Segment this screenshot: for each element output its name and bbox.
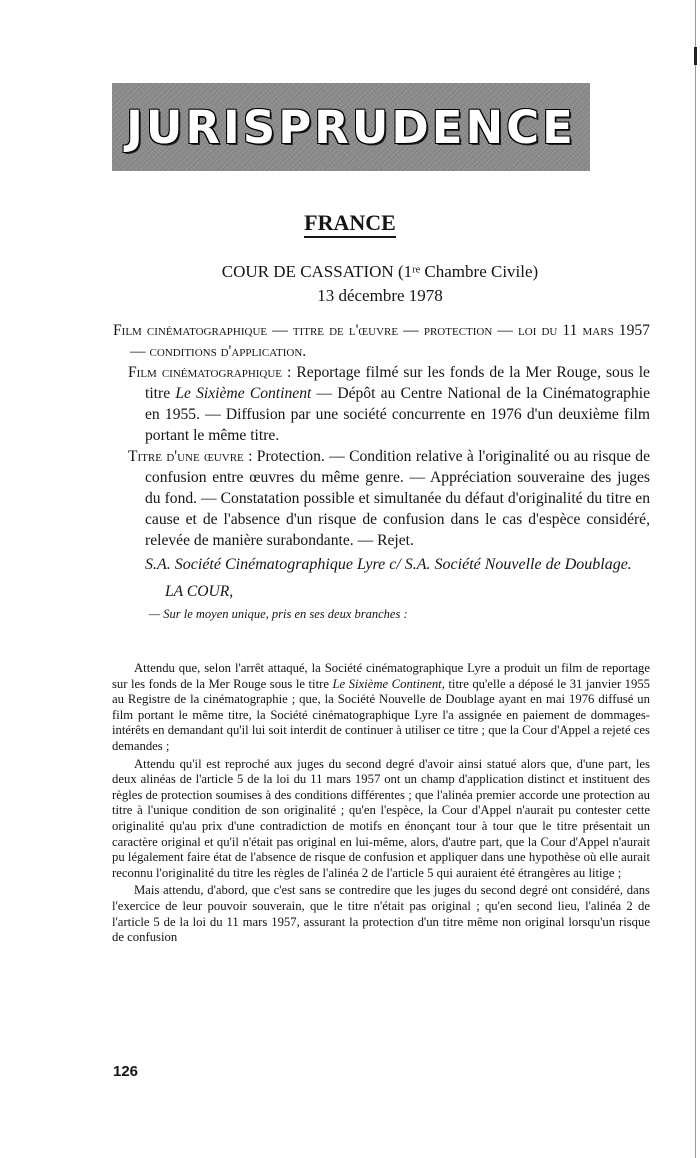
film-title: Le Sixième Continent, <box>332 676 445 691</box>
keyword-rest: — titre de l'œuvre — protection — loi du 11 mars 1957 — conditions d'application. <box>130 322 650 360</box>
page-edge-line <box>695 0 696 1158</box>
page-number: 126 <box>113 1063 139 1080</box>
summary-entry-title <box>113 446 650 551</box>
entry-text: : Reportage filmé sur les fonds de la Mer Rouge, sous le titre <box>145 364 650 402</box>
section-title: JURISPRUDENCE <box>126 100 576 154</box>
film-title: Le Sixième Continent <box>175 385 312 402</box>
keyword: Film cinématographique <box>128 364 283 381</box>
case-summary <box>113 320 650 625</box>
summary-entry-film <box>113 362 650 446</box>
paragraph: Attendu qu'il est reproché aux juges du second degré d'avoir ainsi statué alors que, d'une part, les deux alinéas de l'article 5 de la loi du 11 mars 1957 ont un champ d'application distinct et instituent des règles de protection soumises à des conditions différentes ; que l'alinéa premier accorde une protection au titre à l'unique condition de son originalité ; qu'en l'espèce, la Cour d'Appel n'aurait pu contester cette originalité qu'au prix d'une contradiction de motifs en énonçant tour à tour que le titre présentait un caractère original et qu'il n'était pas original en lui-même, alors, d'autre part, que la Cour d'Appel n'aurait pu légalement faire état de l'absence de risque de confusion et appliquer dans une hypothèse où elle aurait reconnu l'originalité du titre les règles de l'alinéa 2 de l'article 5 qui auraient été étrangères au litige ; <box>112 756 650 880</box>
country-label: FRANCE <box>304 210 396 238</box>
court-name: COUR DE CASSATION (1ʳᵉ Chambre Civile) <box>221 262 539 281</box>
moyen-heading: — Sur le moyen unique, pris en ses deux branches : <box>149 607 408 621</box>
decision-date: 13 décembre 1978 <box>317 286 443 305</box>
summary-entry-main <box>113 320 650 362</box>
paragraph <box>112 661 650 755</box>
case-parties: S.A. Société Cinématographique Lyre c/ S.A. Société Nouvelle de Doublage. <box>145 556 632 573</box>
paragraph-text: Attendu que, selon l'arrêt attaqué, la Société cinématographique Lyre a produit un film de reportage sur les fonds de la Mer Rouge sous le titre <box>112 661 650 691</box>
decision-body <box>112 661 650 948</box>
country-heading <box>0 210 700 236</box>
keyword: Film cinématographique <box>113 322 268 339</box>
page-edge-mark <box>694 47 697 65</box>
header-banner <box>112 83 590 171</box>
paragraph: Mais attendu, d'abord, que c'est sans se contredire que les juges du second degré ont considéré, dans l'exercice de leur pouvoir souverain, que le titre n'était pas original ; qu'en second lieu, l'alinéa 2 de l'article 5 de la loi du 11 mars 1957, assurant la protection d'un titre même non original lorsqu'un risque de confusion <box>112 883 650 945</box>
entry-text: : Protection. — Condition relative à l'originalité ou au risque de confusion entre œuvres du même genre. — Appréciation souveraine des juges du fond. — Constatation possible et simultanée du défaut d'originalité du titre en cause et de l'absence d'un risque de confusion dans le cas d'espèce considéré, relevée de manière surabondante. — Rejet. <box>145 448 650 549</box>
paragraph-text: titre qu'elle a déposé le 31 janvier 1955 au Registre de la cinématographie ; que, la Société Nouvelle de Doublage ayant en mai 1976 diffusé un film portant le même titre, la Société cinématographique Lyre l'a assignée en paiement de dommages-intérêts en demandant qu'il lui soit interdit de continuer à utiliser ce titre ; que la Cour d'Appel a rejeté ces demandes ; <box>112 676 651 753</box>
la-cour-heading: LA COUR, <box>165 583 234 600</box>
entry-text: — Dépôt au Centre National de la Cinématographie en 1955. — Diffusion par une société concurrente en 1976 d'un deuxième film portant le même titre. <box>145 385 651 444</box>
keyword: Titre d'une œuvre <box>128 448 244 465</box>
